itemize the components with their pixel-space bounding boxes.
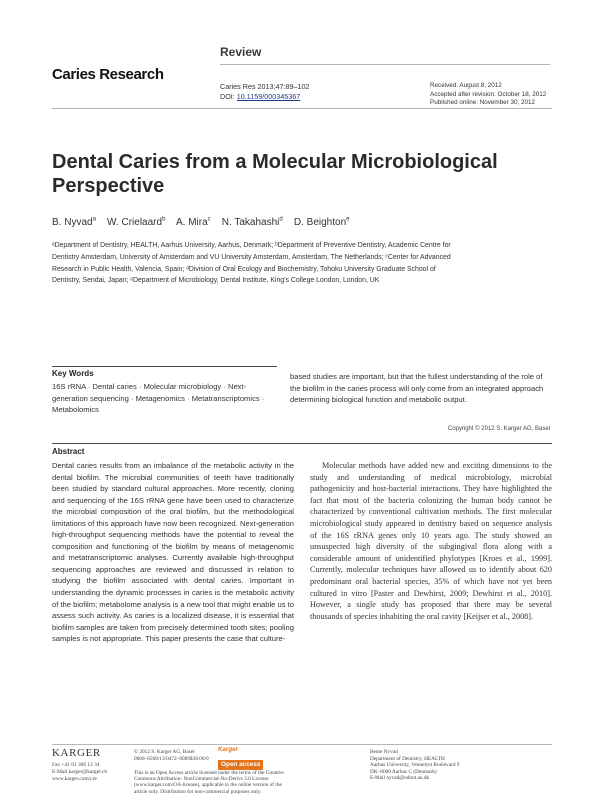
doi-line	[220, 92, 310, 102]
citation: Caries Res 2013;47:89–102	[220, 82, 310, 91]
publication-info	[134, 749, 216, 762]
author-name: B. Nyvad$^a$	[52, 217, 96, 229]
article-type-label: Review	[220, 45, 262, 59]
corr-email[interactable]: E-Mail nyvad@odont.au.dk	[370, 775, 430, 782]
publisher-logo: KARGER	[52, 747, 101, 759]
abstract-heading: Abstract	[52, 447, 85, 456]
oa-logo-badge: Open access	[218, 760, 263, 770]
journal-logo: Caries Research	[52, 66, 164, 83]
open-access-logo	[218, 746, 264, 768]
doi-label: DOI:	[220, 92, 237, 101]
author-name: N. Takahashi$^d$	[221, 217, 283, 229]
oa-logo-brand: Karger	[218, 746, 238, 753]
corr-dept: Department of Dentistry, HEALTH	[370, 755, 445, 762]
publisher-contact	[52, 762, 107, 783]
footer-divider	[52, 744, 552, 745]
publisher-email: E-Mail karger@karger.ch	[52, 769, 108, 775]
citation-block	[220, 82, 310, 102]
publisher-fax: Fax +41 61 306 12 34	[52, 762, 100, 768]
article-title: Dental Caries from a Molecular Microbiological Perspective	[52, 151, 498, 197]
corr-address-line: Aarhus University, Vennelyst Boulevard 9	[370, 762, 460, 769]
corr-address-line: DK–8000 Aarhus C (Denmark)	[370, 768, 437, 775]
received-date: Received: August 8, 2012	[430, 82, 502, 89]
body-paragraph: Molecular methods have added new and exciting dimensions to the study and understanding of medical microbiology, microbial pathogenicity and host-bacterial interactions. They have highlighted the fact that most of the bacteria colonizing the human body cannot be characterized by conventional cultivation methods. The first molecular microbiological study appeared in dentistry based on sequence analysis of the 16S rRNA genes only 10 years ago. The study showed an unsuspected high diversity of the subgingival flora along with a considerable amount of unidentified phylotypes [Kroes et al., 1999]. Currently, molecular techniques have allowed us to identify about 620 predominant oral bacterial species, 35% of which have not yet been cultured in vitro [Paster and Dewhirst, 2009; Dewhirst et al., 2010]. However, a single study has proposed that there may be several thousands of species inhabiting the oral cavity [Keijser et al., 2008].	[310, 461, 552, 621]
author-name: A. Mira$^c$	[175, 217, 211, 229]
author-name: W. Crielaard$^b$	[107, 217, 166, 229]
dates-block	[430, 82, 546, 108]
publisher-web[interactable]: www.karger.com/cre	[52, 776, 97, 782]
publication-copyright: © 2012 S. Karger AG, Basel	[134, 749, 195, 755]
keywords-divider	[52, 366, 277, 367]
correspondence-address	[370, 749, 459, 782]
author-name: D. Beighton$^e$	[293, 217, 350, 229]
publication-issn: 0008–6568/13/0472–0089$38.00/0	[134, 755, 209, 762]
affiliations: ᵃDepartment of Dentistry, HEALTH, Aarhus University, Aarhus, Denmark; ᵇDepartment of Preventive Dentistry, Academic Centre for Dentistry Amsterdam, University of Amsterdam and VU University Amsterdam, Amsterdam, The Netherlands; ᶜCenter for Advanced Research in Public Health, Valencia, Spain; ᵈDivision of Oral Ecology and Biochemistry, Tohoku University Graduate School of Dentistry, Sendai, Japan; ᵉDepartment of Microbiology, Dental Institute, King’s College London, London, UK	[52, 242, 451, 285]
abstract-continuation: based studies are important, but that the fullest understanding of the role of the biofilm in the caries process will only come from an integrated approach determining biological function and metabolic output.	[290, 372, 544, 405]
abstract-text: Dental caries results from an imbalance of the metabolic activity in the dental biofilm. The microbial communities of teeth have traditionally been studied by standard cultural approaches. More recently, cloning and sequencing of the 16S rRNA gene have been used to characterize the microbial composition of the oral biofilm, but the methodological limitations of this approach have now been recognized. Next-generation high-throughput sequencing methods have the potential to reveal the composition and functioning of the biofilm by means of metagenomic and metatranscriptomic analyses. Currently available high-throughput sequencing approaches are reviewed and discussed in relation to studying the biofilm associated with dental caries. Important in understanding the dynamic processes in caries is the metabolic activity of the biofilm; metabolome analysis is a new tool that might enable us to assess such activity. As caries is a localized disease, it is essential that biofilm samples are taken from precisely determined tooth sites; pooling samples is not appropriate. This paper presents the case that culture-	[52, 461, 294, 644]
published-date: Published online: November 30, 2012	[430, 99, 536, 107]
author-list	[52, 217, 349, 228]
open-access-license: This is an Open Access article licensed under the terms of the Creative Commons Attribution- NonCommercial-No-Derivs 3.0 License (www.karger.com/OA-license), applicable to the online version of the article only. Distribution for non-commercial purposes only.	[134, 770, 284, 795]
abstract-divider	[52, 443, 552, 444]
keywords-heading: Key Words	[52, 369, 94, 378]
corr-name: Bente Nyvad	[370, 749, 398, 755]
header-divider	[220, 64, 550, 65]
keywords-list: 16S rRNA · Dental caries · Molecular microbiology · Next-generation sequencing · Metagenomics · Metatranscriptomics · Metabolomics	[52, 382, 265, 415]
body-column	[310, 460, 552, 622]
abstract-copyright: Copyright © 2012 S. Karger AG, Basel	[447, 426, 550, 432]
doi-link[interactable]: 10.1159/000345367	[236, 92, 301, 101]
title-divider	[52, 108, 552, 109]
accepted-date: Accepted after revision: October 18, 2012	[430, 90, 547, 98]
